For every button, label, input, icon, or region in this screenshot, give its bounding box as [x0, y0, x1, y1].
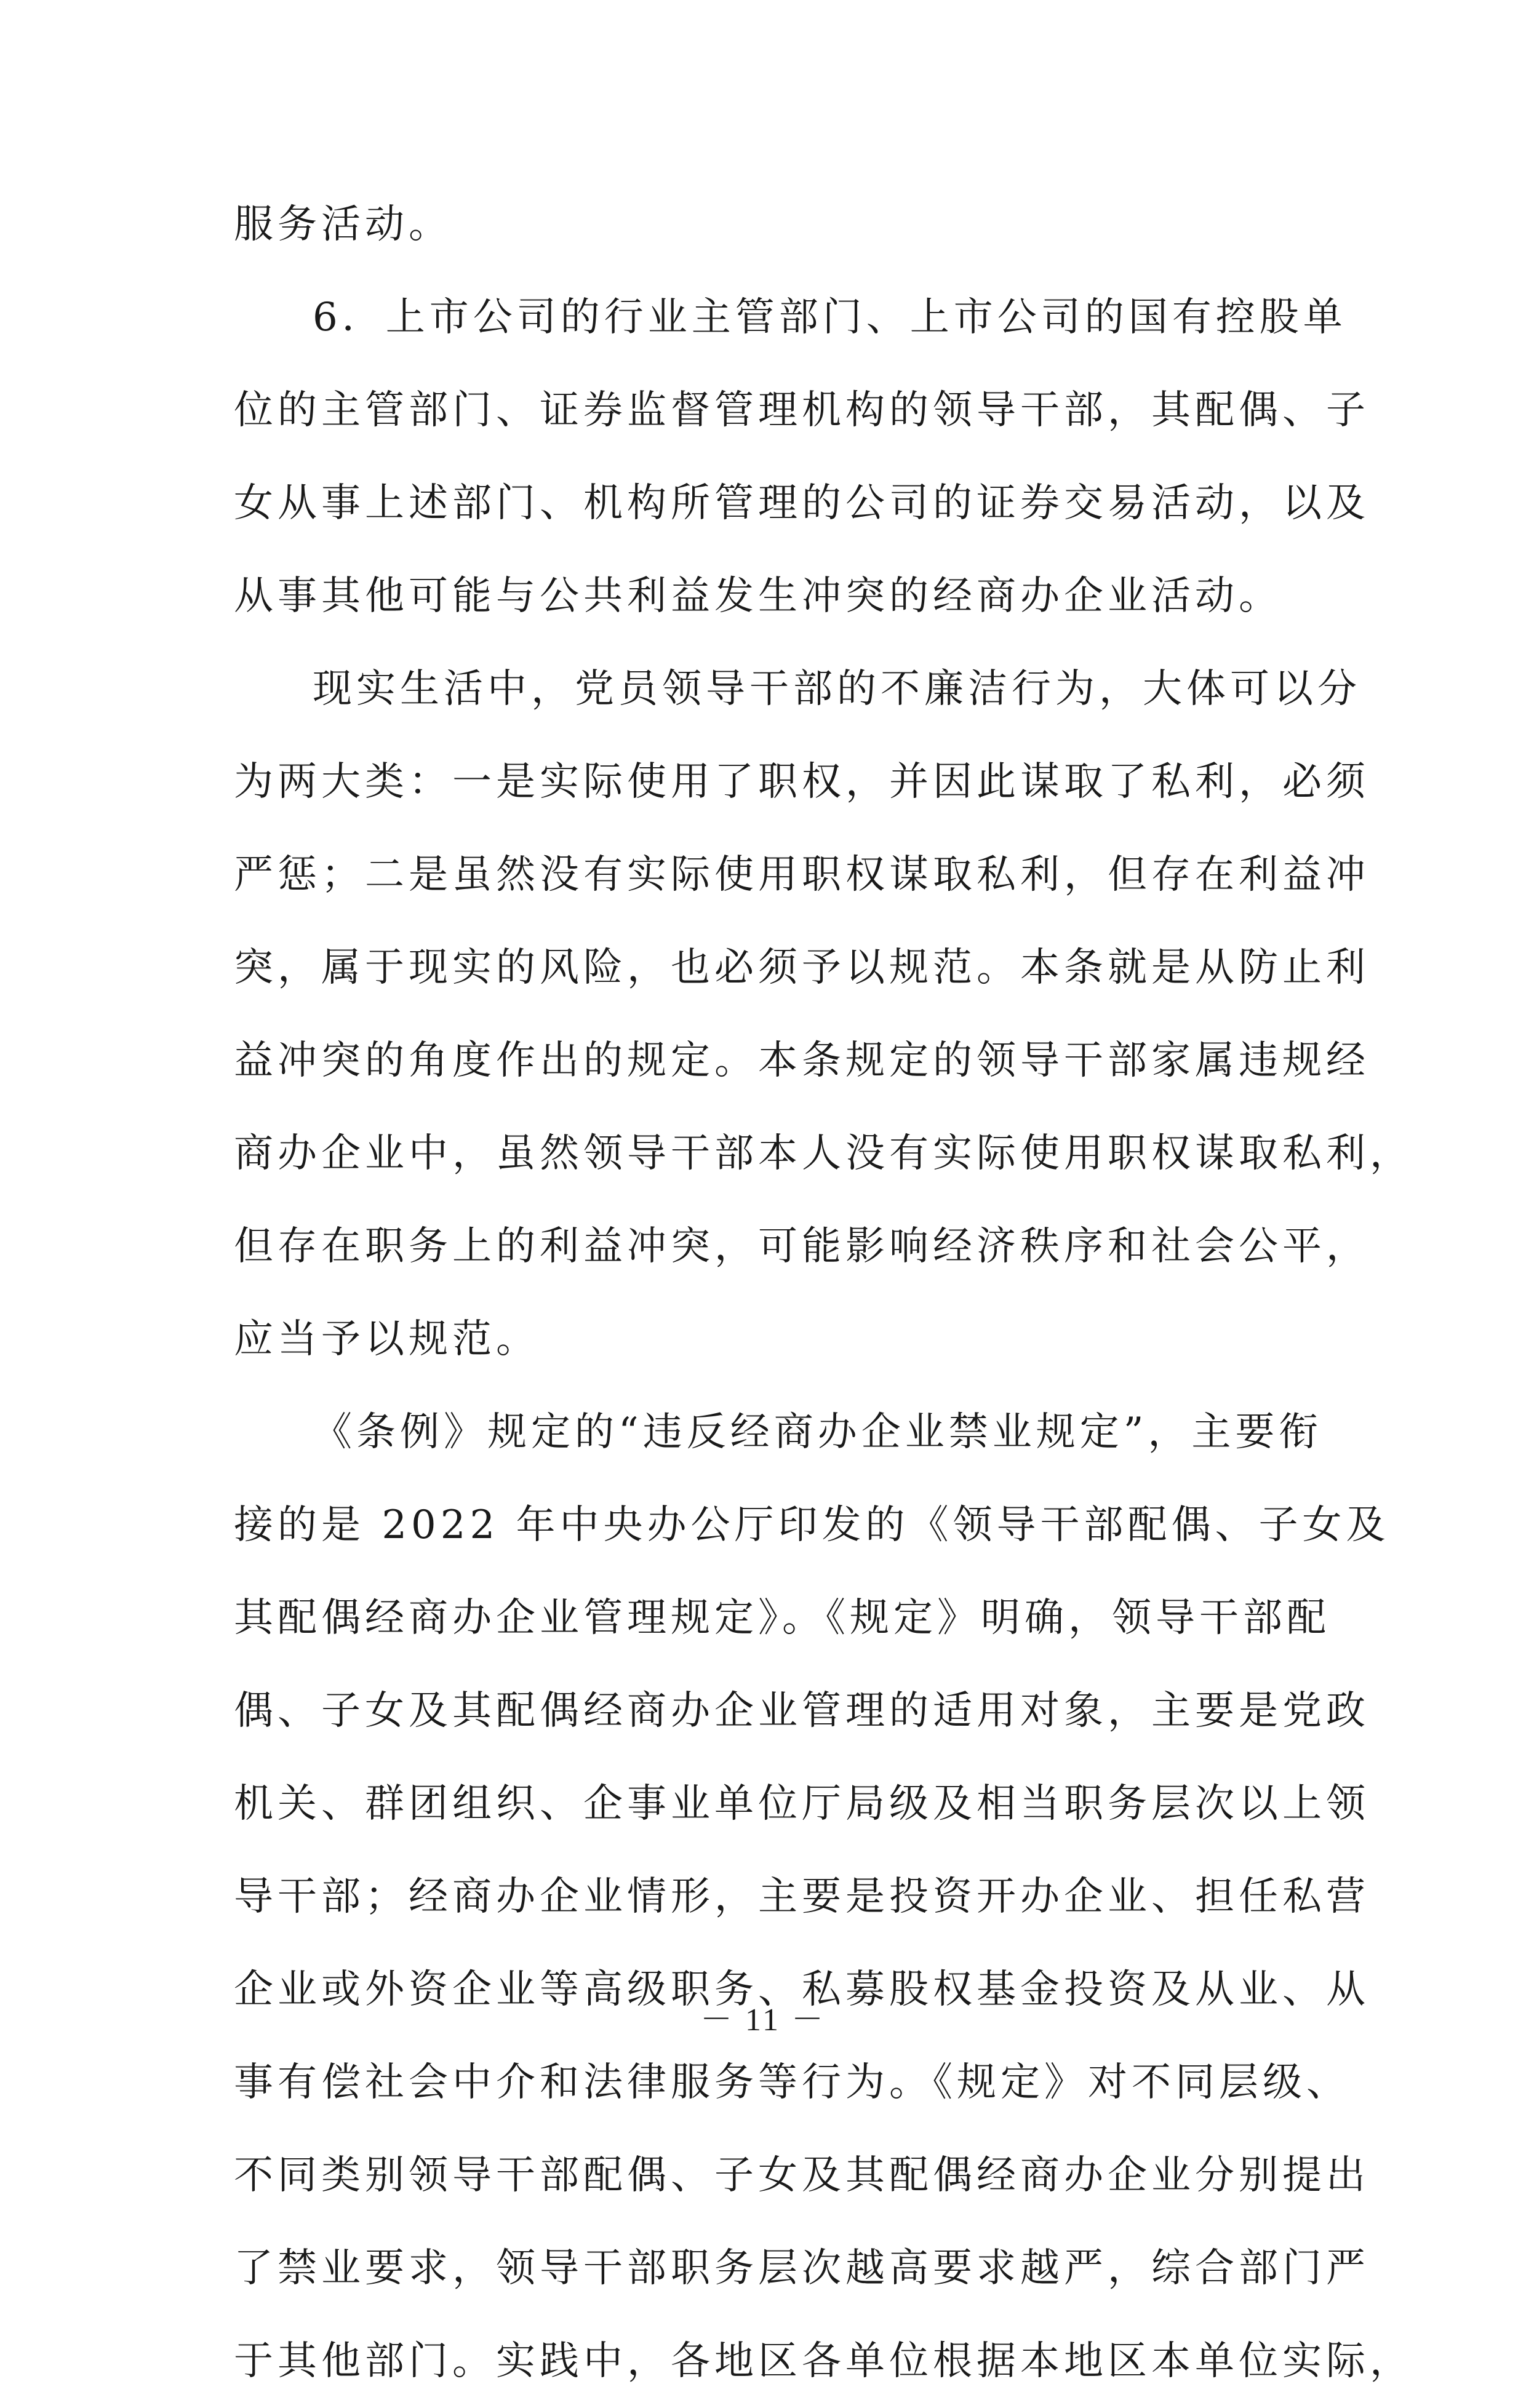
- text-line: 为两大类：一是实际使用了职权，并因此谋取了私利，必须: [234, 759, 1370, 805]
- text-line: 现实生活中，党员领导干部的不廉洁行为，大体可以分: [313, 666, 1361, 712]
- text-line: 于其他部门。实践中，各地区各单位根据本地区本单位实际，: [234, 2338, 1413, 2384]
- text-line: 女从事上述部门、机构所管理的公司的证券交易活动，以及: [234, 480, 1370, 526]
- text-line: 应当予以规范。: [234, 1317, 540, 1362]
- text-line: 导干部；经商办企业情形，主要是投资开办企业、担任私营: [234, 1874, 1370, 1920]
- text-line: 《条例》规定的“违反经商办企业禁业规定”，主要衔: [313, 1409, 1323, 1455]
- text-line: 服务活动。: [234, 202, 452, 247]
- text-line: 位的主管部门、证券监督管理机构的领导干部，其配偶、子: [234, 388, 1370, 433]
- text-line: 其配偶经商办企业管理规定》。《规定》明确，领导干部配: [234, 1595, 1330, 1641]
- text-line: 严惩；二是虽然没有实际使用职权谋取私利，但存在利益冲: [234, 852, 1370, 898]
- text-line: 但存在职务上的利益冲突，可能影响经济秩序和社会公平，: [234, 1224, 1370, 1269]
- text-line: 不同类别领导干部配偶、子女及其配偶经商办企业分别提出: [234, 2153, 1370, 2198]
- text-line: 接的是 2022 年中央办公厅印发的《领导干部配偶、子女及: [234, 1502, 1390, 1548]
- text-line: 突，属于现实的风险，也必须予以规范。本条就是从防止利: [234, 945, 1370, 991]
- page-number: － 11 －: [700, 2003, 826, 2038]
- text-line: 偶、子女及其配偶经商办企业管理的适用对象，主要是党政: [234, 1688, 1370, 1734]
- text-line: 企业或外资企业等高级职务、私募股权基金投资及从业、从: [234, 1967, 1370, 2012]
- text-line: 商办企业中，虽然领导干部本人没有实际使用职权谋取私利，: [234, 1131, 1413, 1176]
- body-text: [234, 178, 1413, 2408]
- text-line: 事有偿社会中介和法律服务等行为。《规定》对不同层级、: [234, 2060, 1350, 2105]
- text-line: 机关、群团组织、企事业单位厅局级及相当职务层次以上领: [234, 1781, 1370, 1827]
- text-line: 6．上市公司的行业主管部门、上市公司的国有控股单: [313, 295, 1347, 340]
- text-line: 益冲突的角度作出的规定。本条规定的领导干部家属违规经: [234, 1038, 1370, 1083]
- text-line: 了禁业要求，领导干部职务层次越高要求越严，综合部门严: [234, 2246, 1370, 2291]
- text-line: 从事其他可能与公共利益发生冲突的经商办企业活动。: [234, 573, 1282, 619]
